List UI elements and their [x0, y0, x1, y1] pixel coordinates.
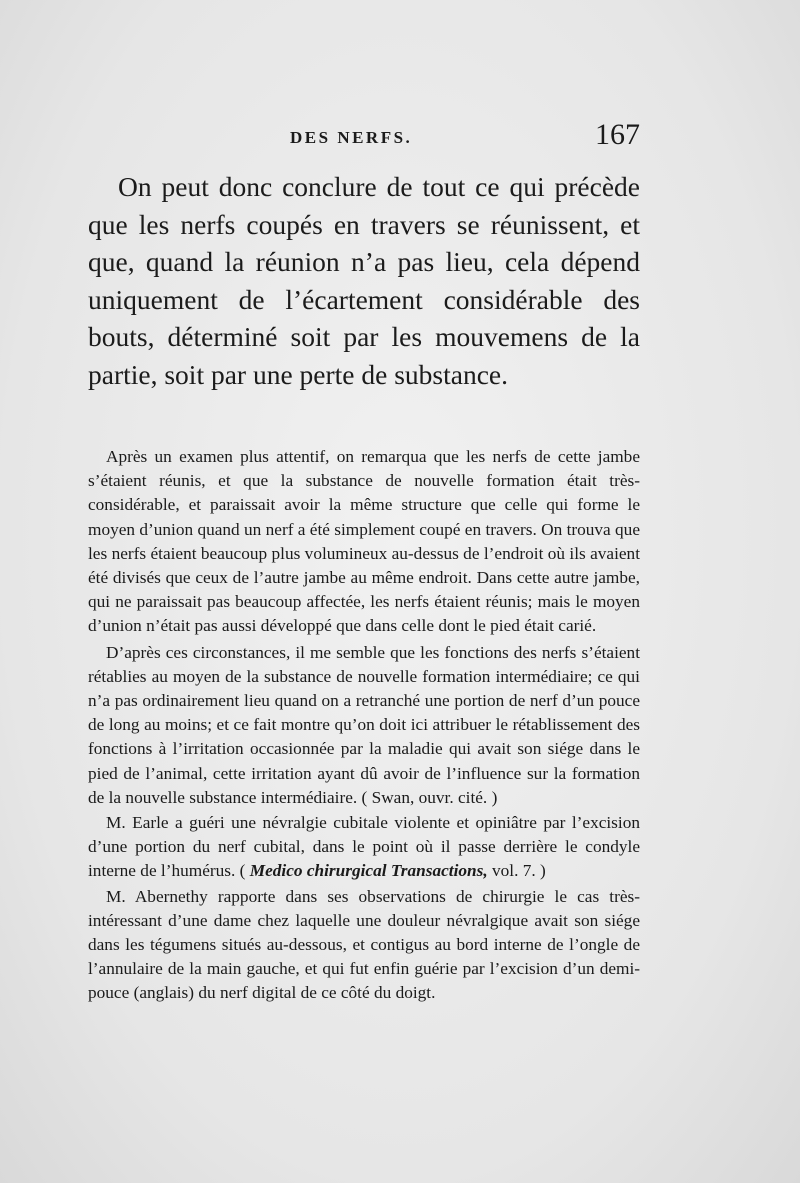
- running-head: DES NERFS.: [290, 128, 413, 147]
- earle-text: M. Earle a guéri une névralgie cubitale violente et opiniâtre par l’excision d’une portion du nerf cubital, dans le point où il passe derrière le condyle interne de l’humérus. (: [88, 813, 640, 881]
- conclusion-paragraph: On peut donc conclure de tout ce qui précède que les nerfs coupés en travers se réunissent, et que, quand la réunion n’a pas lieu, cela dépend uniquement de l’écartement considérable des bouts, déterminé soit par les mouvemens de la partie, soit par une perte de substance.: [88, 171, 640, 390]
- journal-title: Medico chirurgical Transactions,: [249, 861, 488, 881]
- examination-paragraph: Après un examen plus attentif, on remarqua que les nerfs de cette jambe s’étaient réunis, et que la substance de nouvelle formation était très-considérable, et paraissait avoir la même structure que celle qui forme le moyen d’union quand un nerf a été simplement coupé en travers. On trouva que les nerfs étaient beaucoup plus volumineux au-dessus de l’endroit où ils avaient été divisés que ceux de l’autre jambe au même endroit. Dans cette autre jambe, qui ne paraissait pas beaucoup affectée, les nerfs étaient réunis; mais le moyen d’union n’était pas aussi développé que dans celle dont le pied était carié.: [88, 447, 640, 636]
- page-header: [88, 118, 640, 158]
- earle-citation: vol. 7. ): [487, 861, 546, 881]
- earle-paragraph: [88, 811, 640, 884]
- circumstances-paragraph: D’après ces circonstances, il me semble que les fonctions des nerfs s’étaient rétablies au moyen de la substance de nouvelle formation intermédiaire; ce qui n’a pas ordinairement lieu quand on a retranché une portion de nerf d’un pouce de long au moins; et ce fait montre qu’on doit ici attribuer le rétablissement des fonctions à l’irritation occasionnée par la maladie qui avait son siége dans le pied de l’animal, cette irritation ayant dû avoir de l’influence sur la formation de la nouvelle substance intermédiaire. ( Swan, ouvr. cité. ): [88, 642, 640, 807]
- abernethy-paragraph: M. Abernethy rapporte dans ses observations de chirurgie le cas très-intéressant d’une dame chez laquelle une douleur névralgique avait son siége dans les tégumens situés au-dessous, et contigus au bord interne de l’ongle de l’annulaire de la main gauche, et qui fut enfin guérie par l’excision d’un demi-pouce (anglais) du nerf digital de ce côté du doigt.: [88, 886, 640, 1003]
- body-text: [88, 445, 640, 1006]
- page-number: 167: [595, 118, 640, 151]
